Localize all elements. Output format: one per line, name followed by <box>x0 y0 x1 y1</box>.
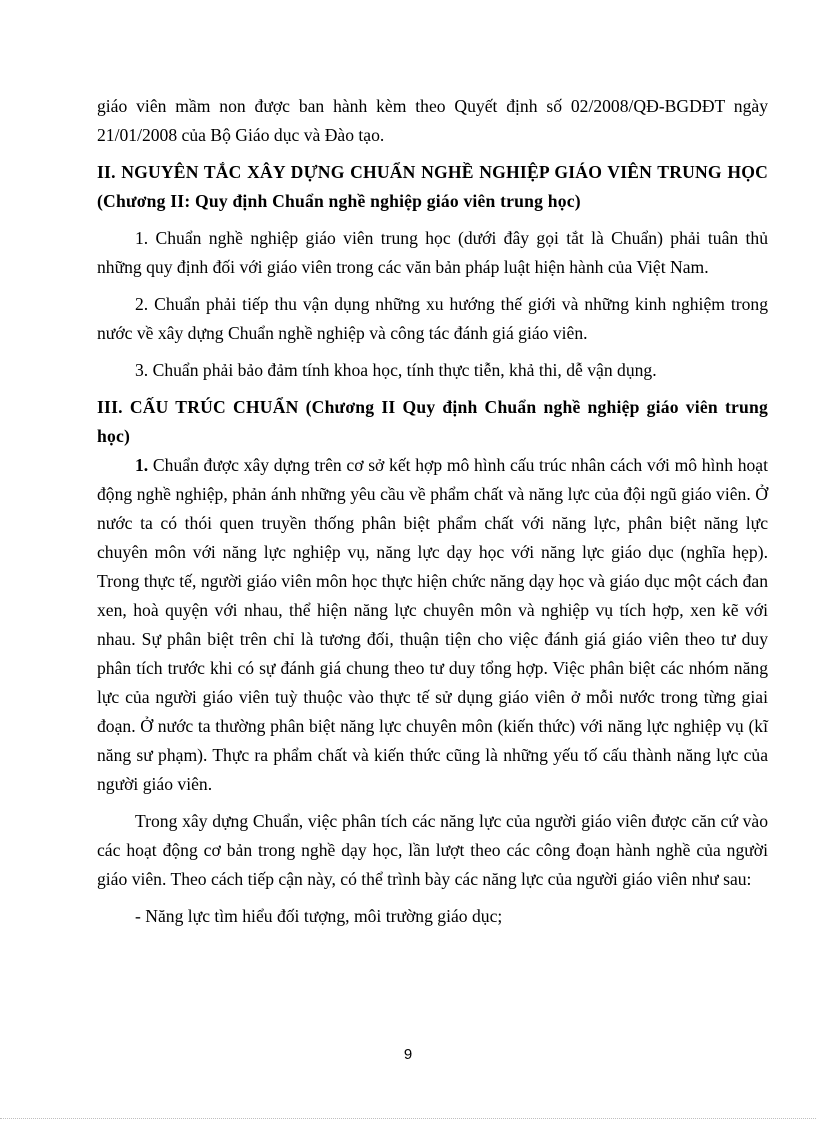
principle-paragraph-3: 3. Chuẩn phải bảo đảm tính khoa học, tính thực tiễn, khả thi, dễ vận dụng. <box>135 360 657 380</box>
section-heading-2 <box>97 158 768 216</box>
section-heading-2-title: II. NGUYÊN TẮC XÂY DỰNG CHUẨN NGHỀ NGHIỆP GIÁO VIÊN TRUNG HỌC <box>97 162 768 182</box>
document-body <box>97 92 768 931</box>
structure-paragraph-1 <box>97 451 768 799</box>
structure-paragraph-1-text: Chuẩn được xây dựng trên cơ sở kết hợp mô hình cấu trúc nhân cách với mô hình hoạt động nghề nghiệp, phản ánh những yêu cầu về phẩm chất và năng lực của đội ngũ giáo viên. Ở nước ta có thói quen truyền thống phân biệt phẩm chất với năng lực, phân biệt năng lực chuyên môn với năng lực nghiệp vụ, năng lực dạy học với năng lực giáo dục (nghĩa hẹp). Trong thực tế, người giáo viên môn học thực hiện chức năng dạy học và giáo dục một cách đan xen, hoà quyện với nhau, thể hiện năng lực chuyên môn và nghiệp vụ tích hợp, xen kẽ với nhau. Sự phân biệt trên chỉ là tương đối, thuận tiện cho việc đánh giá giáo viên theo tư duy phân tích trước khi có sự đánh giá chung theo tư duy tổng hợp. Việc phân biệt các nhóm năng lực của người giáo viên tuỳ thuộc vào thực tế sử dụng giáo viên ở mỗi nước trong từng giai đoạn. Ở nước ta thường phân biệt năng lực chuyên môn (kiến thức) với năng lực nghiệp vụ (kĩ năng sư phạm). Thực ra phẩm chất và kiến thức cũng là những yếu tố cấu thành năng lực của người giáo viên. <box>97 455 768 794</box>
structure-paragraph-2: Trong xây dựng Chuẩn, việc phân tích các năng lực của người giáo viên được căn cứ vào các hoạt động cơ bản trong nghề dạy học, lần lượt theo các công đoạn hành nghề của người giáo viên. Theo cách tiếp cận này, có thể trình bày các năng lực của người giáo viên như sau: <box>97 811 768 889</box>
list-item: - Năng lực tìm hiểu đối tượng, môi trường giáo dục; <box>135 906 503 926</box>
principle-paragraph-1: 1. Chuẩn nghề nghiệp giáo viên trung học (dưới đây gọi tắt là Chuẩn) phải tuân thủ những quy định đối với giáo viên trong các văn bản pháp luật hiện hành của Việt Nam. <box>97 228 768 277</box>
structure-paragraph-1-number: 1. <box>135 455 149 475</box>
section-heading-3 <box>97 393 768 451</box>
intro-paragraph: giáo viên mầm non được ban hành kèm theo Quyết định số 02/2008/QĐ-BGDĐT ngày 21/01/2008 của Bộ Giáo dục và Đào tạo. <box>97 96 768 145</box>
section-heading-2-reference: (Chương II: Quy định Chuẩn nghề nghiệp giáo viên trung học) <box>97 191 581 211</box>
page-bottom-edge <box>0 1118 816 1119</box>
principle-paragraph-2: 2. Chuẩn phải tiếp thu vận dụng những xu hướng thế giới và những kinh nghiệm trong nước về xây dựng Chuẩn nghề nghiệp và công tác đánh giá giáo viên. <box>97 294 768 343</box>
page-number: 9 <box>403 1046 413 1063</box>
section-heading-3-reference: (Chương II Quy định Chuẩn nghề nghiệp giáo viên trung học) <box>97 397 768 446</box>
section-heading-3-title: III. CẤU TRÚC CHUẨN <box>97 397 299 417</box>
